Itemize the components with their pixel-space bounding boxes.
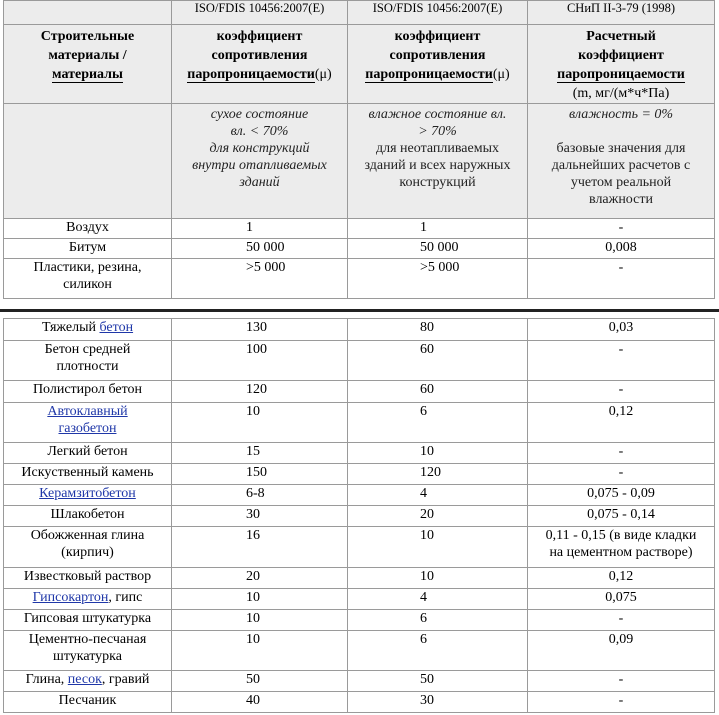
value-snip: 0,008 (528, 239, 715, 259)
value-dry: 50 (172, 671, 348, 692)
material-text: Цементно-песчаная (28, 632, 147, 647)
value-dry: 10 (172, 610, 348, 631)
condition-text: влажное состояние вл. (368, 107, 507, 122)
header-text-underlined: паропроницаемости (187, 67, 315, 82)
table-row (4, 464, 715, 485)
header-text-underlined: паропроницаемости (365, 67, 493, 82)
value-wet: 60 (348, 381, 528, 403)
value-wet: 50 000 (348, 239, 528, 259)
value-dry: 16 (172, 527, 348, 568)
material-cell: Известковый раствор (4, 568, 172, 589)
table-row (4, 589, 715, 610)
material-link-autoclave[interactable]: Автоклавный (47, 404, 128, 419)
material-cell (4, 341, 172, 381)
header-text: материалы / (48, 48, 127, 63)
condition-text: конструкций (399, 175, 476, 190)
header-text-underlined: материалы (52, 67, 123, 82)
value-snip: - (528, 259, 715, 299)
value-wet: 120 (348, 464, 528, 485)
material-text: , гравий (101, 672, 150, 687)
value-wet: >5 000 (348, 259, 528, 299)
standards-row (4, 1, 715, 25)
value-snip: - (528, 692, 715, 713)
material-cell (4, 671, 172, 692)
std-iso-wet: ISO/FDIS 10456:2007(E) (348, 1, 528, 25)
value-dry: 10 (172, 403, 348, 443)
table-row (4, 610, 715, 631)
value-dry: 6-8 (172, 485, 348, 506)
table-row (4, 692, 715, 713)
header-text: сопротивления (389, 48, 486, 63)
value-wet: 20 (348, 506, 528, 527)
value-dry: 10 (172, 589, 348, 610)
value-wet: 4 (348, 589, 528, 610)
conditions-snip (528, 104, 715, 219)
section-divider (0, 309, 719, 312)
material-cell: Полистирол бетон (4, 381, 172, 403)
value-dry: 130 (172, 319, 348, 341)
material-cell: Битум (4, 239, 172, 259)
material-cell: Воздух (4, 219, 172, 239)
value-snip: - (528, 671, 715, 692)
value-wet: 30 (348, 692, 528, 713)
table-row (4, 527, 715, 568)
value-snip (528, 527, 715, 568)
table-row (4, 671, 715, 692)
header-unit: (μ) (314, 67, 332, 82)
material-text: , гипс (108, 590, 143, 605)
header-materials (4, 25, 172, 104)
header-text: Строительные (40, 29, 135, 44)
material-link-gazobeton[interactable]: газобетон (58, 421, 117, 436)
header-text (350, 65, 525, 84)
value-snip: 0,075 - 0,09 (528, 485, 715, 506)
condition-text: вл. < 70% (230, 124, 289, 139)
material-cell (4, 631, 172, 671)
table-row (4, 403, 715, 443)
value-wet: 6 (348, 403, 528, 443)
material-text: Обожженная глина (30, 528, 145, 543)
value-dry: 1 (172, 219, 348, 239)
condition-text: сухое состояние (210, 107, 309, 122)
material-link-keramzit[interactable]: Керамзитобетон (39, 486, 136, 501)
header-row (4, 25, 715, 104)
material-cell: Шлакобетон (4, 506, 172, 527)
material-cell: Гипсовая штукатурка (4, 610, 172, 631)
value-wet: 6 (348, 631, 528, 671)
value-snip: 0,075 (528, 589, 715, 610)
material-text (6, 403, 169, 420)
material-cell (4, 527, 172, 568)
value-snip: 0,12 (528, 568, 715, 589)
header-unit: (m, мг/(м*ч*Па) (572, 86, 670, 101)
condition-text: > 70% (418, 124, 457, 139)
value-snip: - (528, 381, 715, 403)
material-text: силикон (63, 277, 112, 292)
value-wet: 4 (348, 485, 528, 506)
material-link-beton[interactable]: бетон (99, 320, 134, 335)
value-dry: 20 (172, 568, 348, 589)
material-cell (4, 259, 172, 299)
condition-text: базовые значения для (556, 141, 686, 156)
table-row (4, 219, 715, 239)
value-dry: 30 (172, 506, 348, 527)
condition-text: влажность = 0% (568, 107, 674, 122)
header-mu-wet (348, 25, 528, 104)
value-wet: 50 (348, 671, 528, 692)
header-text (530, 65, 712, 84)
conditions-row (4, 104, 715, 219)
header-text (174, 65, 345, 84)
std-cell-empty (4, 1, 172, 25)
material-text: плотности (56, 359, 119, 374)
value-dry: >5 000 (172, 259, 348, 299)
value-dry: 150 (172, 464, 348, 485)
condition-text: зданий (239, 175, 280, 190)
value-dry: 10 (172, 631, 348, 671)
table-row (4, 506, 715, 527)
table-row (4, 239, 715, 259)
header-text (6, 65, 169, 84)
material-cell: Песчаник (4, 692, 172, 713)
value-dry: 120 (172, 381, 348, 403)
std-snip: СНиП II-3-79 (1998) (528, 1, 715, 25)
material-cell (4, 485, 172, 506)
value-wet: 80 (348, 319, 528, 341)
value-snip: 0,03 (528, 319, 715, 341)
material-text: Глина, (25, 672, 68, 687)
table-row (4, 319, 715, 341)
material-link-pesok[interactable]: песок (67, 672, 102, 687)
snip-text: 0,11 - 0,15 (в виде кладки (545, 528, 697, 543)
value-wet: 1 (348, 219, 528, 239)
conditions-wet (348, 104, 528, 219)
value-wet: 60 (348, 341, 528, 381)
header-mu-dry (172, 25, 348, 104)
std-iso-dry: ISO/FDIS 10456:2007(E) (172, 1, 348, 25)
table-row (4, 568, 715, 589)
material-cell: Легкий бетон (4, 443, 172, 464)
table-row (4, 341, 715, 381)
value-dry: 100 (172, 341, 348, 381)
header-text-underlined: паропроницаемости (557, 67, 685, 82)
material-text: Тяжелый (41, 320, 100, 335)
permeability-table-bottom (3, 318, 715, 713)
table-row (4, 485, 715, 506)
header-text: коэффициент (216, 29, 303, 44)
material-link-gipsokarton[interactable]: Гипсокартон (32, 590, 109, 605)
condition-text: влажности (589, 192, 653, 207)
conditions-empty (4, 104, 172, 219)
header-text: коэффициент (394, 29, 481, 44)
condition-text: учетом реальной (570, 175, 672, 190)
condition-text: зданий и всех наружных (364, 158, 511, 173)
header-unit: (μ) (492, 67, 510, 82)
spacer (530, 123, 712, 140)
condition-text: для конструкций (209, 141, 310, 156)
snip-text: на цементном растворе) (549, 545, 693, 560)
value-snip: - (528, 443, 715, 464)
value-wet: 10 (348, 527, 528, 568)
condition-text: дальнейших расчетов с (551, 158, 691, 173)
value-snip: 0,09 (528, 631, 715, 671)
condition-text: для неотапливаемых (376, 141, 499, 156)
material-cell: Искуственный камень (4, 464, 172, 485)
value-dry: 40 (172, 692, 348, 713)
material-text: Пластики, резина, (33, 260, 142, 275)
value-snip: - (528, 219, 715, 239)
value-snip: - (528, 610, 715, 631)
table-row (4, 259, 715, 299)
header-snip-coef (528, 25, 715, 104)
value-snip: 0,075 - 0,14 (528, 506, 715, 527)
material-text: (кирпич) (61, 545, 114, 560)
material-cell (4, 403, 172, 443)
value-wet: 10 (348, 443, 528, 464)
value-snip: - (528, 341, 715, 381)
material-text (6, 420, 169, 437)
permeability-table-top (3, 0, 715, 299)
header-text: сопротивления (211, 48, 308, 63)
table-row (4, 631, 715, 671)
value-dry: 15 (172, 443, 348, 464)
conditions-dry (172, 104, 348, 219)
header-text: коэффициент (578, 48, 664, 63)
value-wet: 10 (348, 568, 528, 589)
material-text: штукатурка (53, 649, 122, 664)
value-snip: - (528, 464, 715, 485)
header-text: Расчетный (586, 29, 656, 44)
value-wet: 6 (348, 610, 528, 631)
value-snip: 0,12 (528, 403, 715, 443)
material-text: Бетон средней (44, 342, 131, 357)
table-row (4, 381, 715, 403)
material-cell (4, 589, 172, 610)
table-row (4, 443, 715, 464)
value-dry: 50 000 (172, 239, 348, 259)
condition-text: внутри отапливаемых (192, 158, 327, 173)
material-cell (4, 319, 172, 341)
